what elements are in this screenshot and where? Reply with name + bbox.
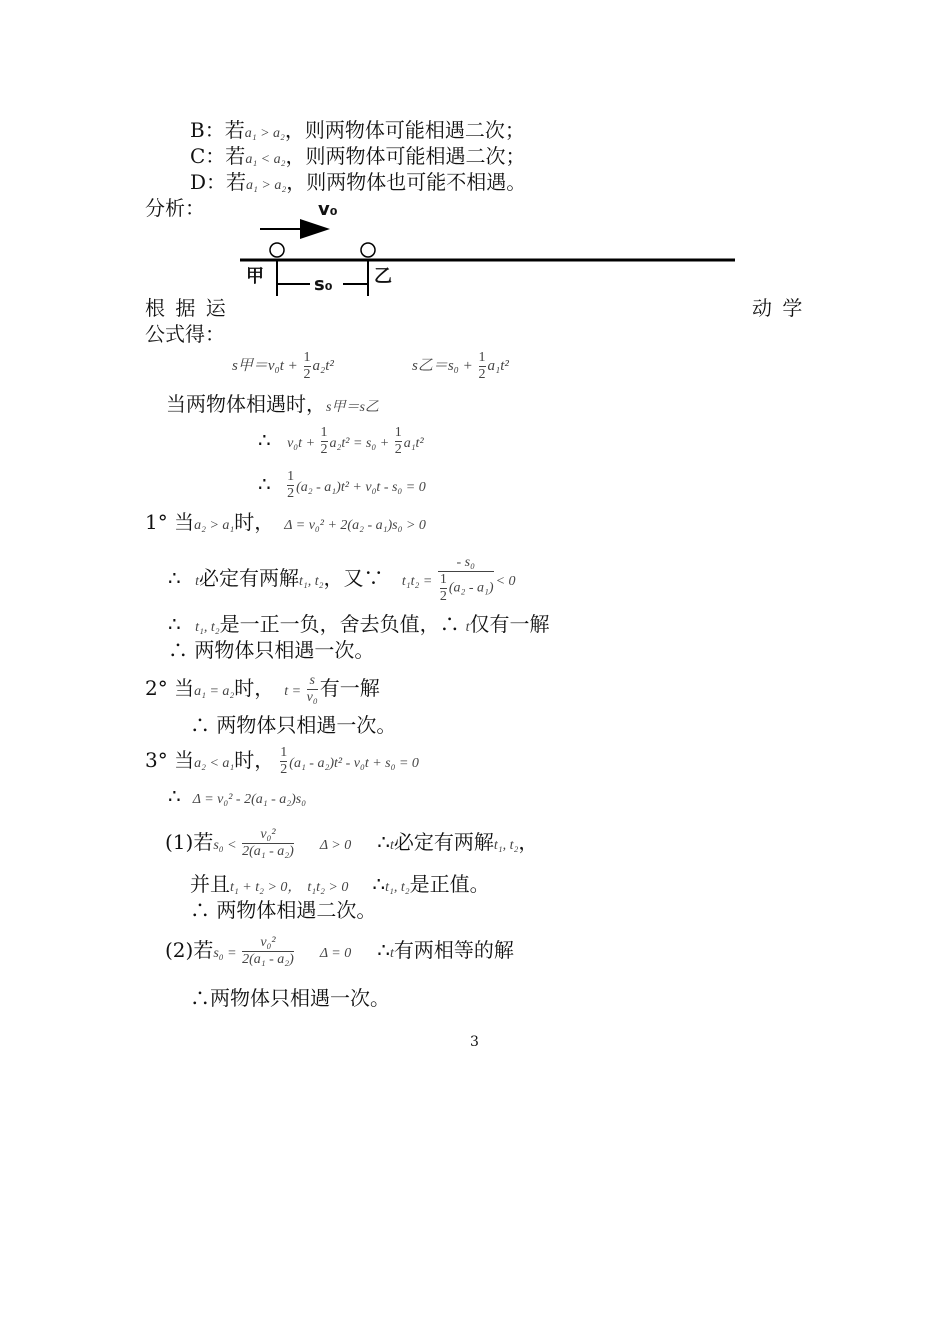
case1-conclusion: ∴ 两物体只相遇一次。 bbox=[168, 638, 375, 662]
option-d: D：若a₁ > a₂，则两物体也可能不相遇。 bbox=[190, 170, 527, 194]
case3-delta: ∴ Δ = v₀² - 2(a₁ - a₂)s₀ bbox=[168, 784, 307, 808]
fraction-half: $\frac{1}{2}$ bbox=[320, 425, 328, 457]
subcase1-conclusion: ∴ 两物体相遇二次。 bbox=[190, 898, 377, 922]
option-b: B：若a₁ > a₂，则两物体可能相遇二次； bbox=[190, 118, 525, 142]
subcase2-conclusion: ∴两物体只相遇一次。 bbox=[190, 986, 390, 1010]
fraction-half: $\frac{1}{2}$ bbox=[478, 350, 486, 383]
case3-header: 3° 当a₂ < a₁时， $\frac{1}{2}$ (a₁ - a₂)t² - v₀t + s₀ = 0 bbox=[145, 745, 419, 777]
eq-quadratic: ∴ $\frac{1}{2}$ (a₂ - a₁)t² + v₀t - s₀ = 0 bbox=[258, 469, 426, 501]
jia-label: 甲 bbox=[246, 266, 264, 287]
subcase1-roots: 并且t₁ + t₂ > 0， t₁t₂ > 0 ∴t₁, t₂是正值。 bbox=[190, 872, 490, 896]
meet-condition: 当两物体相遇时，s甲＝s乙 bbox=[166, 392, 379, 416]
fraction-half: $\frac{1}{2}$ bbox=[287, 469, 295, 501]
fraction-v0sq-over-2da: $\frac{\text{v₀²}}{\text{2(a₁ - a₂)}}$ bbox=[242, 827, 294, 859]
intro-left: 根 据 运 bbox=[145, 296, 228, 320]
object-yi bbox=[361, 243, 375, 257]
product-fraction: - s₀ $\frac{1}{2}$ (a₂ - a₁) bbox=[439, 554, 494, 604]
subcase1-header: (1)若s₀ < $\frac{\text{v₀²}}{\text{2(a₁ - a₂)}}$ Δ > 0 ∴t必定有两解t₁, t₂， bbox=[165, 827, 539, 859]
page-number: 3 bbox=[470, 1034, 479, 1050]
option-c: C：若a₁ < a₂，则两物体可能相遇二次； bbox=[190, 144, 526, 168]
fraction-half: $\frac{1}{2}$ bbox=[280, 745, 288, 777]
yi-label: 乙 bbox=[374, 266, 392, 287]
fraction-half: $\frac{1}{2}$ bbox=[439, 571, 447, 604]
fraction-s-over-v0: $\frac{s}{\text{v₀}}$ bbox=[306, 673, 318, 705]
subcase2-header: (2)若s₀ = $\frac{\text{v₀²}}{\text{2(a₁ - a₂)}}$ Δ = 0 ∴t有两相等的解 bbox=[165, 935, 514, 967]
eq-s-jia: s甲＝v₀t + $\frac{1}{2}$ a₂t² bbox=[232, 350, 334, 383]
analysis-label: 分析： bbox=[145, 196, 205, 220]
eq-meet: ∴ v₀t + $\frac{1}{2}$ a₂t² = s₀ + $\frac{1}{2}$ a₁t² bbox=[258, 425, 424, 457]
fraction-half: $\frac{1}{2}$ bbox=[303, 350, 311, 383]
fraction-half: $\frac{1}{2}$ bbox=[394, 425, 402, 457]
object-jia bbox=[270, 243, 284, 257]
velocity-arrow-head bbox=[300, 219, 330, 239]
case2-header: 2° 当a₁ = a₂时， t = $\frac{s}{\text{v₀}}$ 有一解 bbox=[145, 673, 380, 705]
intro-right: 动 学 bbox=[752, 296, 805, 320]
v0-label: v₀ bbox=[318, 199, 338, 220]
case1-header: 1° 当a₂ > a₁时， Δ = v₀² + 2(a₂ - a₁)s₀ > 0 bbox=[145, 510, 426, 534]
case2-conclusion: ∴ 两物体只相遇一次。 bbox=[190, 713, 397, 737]
case1-roots: ∴ t必定有两解t₁, t₂，又∵ t₁t₂ = - s₀ $\frac{1}{2}$ (a₂ - a₁) < 0 bbox=[168, 554, 516, 604]
s0-label: s₀ bbox=[314, 274, 333, 295]
eq-s-yi: s乙＝s₀ + $\frac{1}{2}$ a₁t² bbox=[412, 350, 509, 383]
case1-sign: ∴ t₁, t₂是一正一负，舍去负值，∴ t仅有一解 bbox=[168, 612, 550, 636]
intro-line2: 公式得： bbox=[145, 322, 225, 346]
fraction-v0sq-over-2da: $\frac{\text{v₀²}}{\text{2(a₁ - a₂)}}$ bbox=[242, 935, 294, 967]
